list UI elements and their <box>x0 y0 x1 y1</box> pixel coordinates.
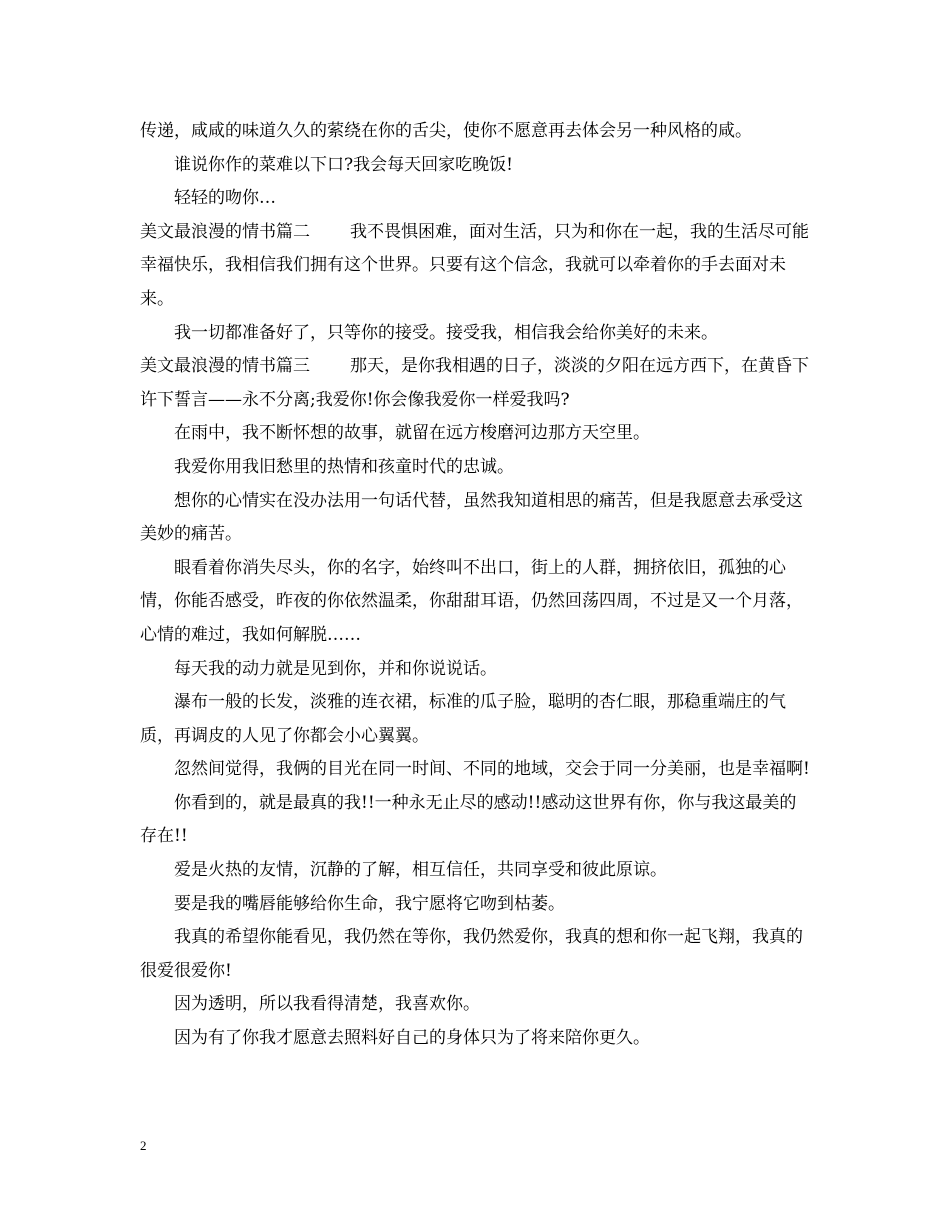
paragraph: 轻轻的吻你… <box>174 188 276 209</box>
page-number: 2 <box>140 1138 147 1153</box>
paragraph-text: 我不畏惧困难，面对生活，只为和你在一起，我的生活尽可能幸福快乐，我相信我们拥有这个世界。只要有这个信念，我就可以牵着你的手去面对未来。 <box>140 221 809 309</box>
paragraph: 眼看着你消失尽头，你的名字，始终叫不出口，街上的人群，拥挤依旧，孤独的心情，你能否感受，昨夜的你依然温柔，你甜甜耳语，仍然回荡四周，不过是又一个月落，心情的难过，我如何解脱…… <box>140 557 803 645</box>
paragraph: 忽然间觉得，我俩的目光在同一时间、不同的地域，交会于同一分美丽，也是幸福啊! <box>174 759 810 780</box>
paragraph: 我真的希望你能看见，我仍然在等你，我仍然爱你，我真的想和你一起飞翔，我真的很爱很爱你! <box>140 927 803 981</box>
section-heading: 美文最浪漫的情书篇二 <box>140 221 310 242</box>
paragraph: 想你的心情实在没办法用一句话代替，虽然我知道相思的痛苦，但是我愿意去承受这美妙的痛苦。 <box>140 490 803 545</box>
paragraph: 爱是火热的友情，沉静的了解，相互信任，共同享受和彼此原谅。 <box>174 860 667 881</box>
paragraph: 每天我的动力就是见到你，并和你说说话。 <box>174 658 497 679</box>
paragraph: 你看到的，就是最真的我!!一种永无止尽的感动!!感动这世界有你，你与我这最美的存在!! <box>140 792 797 847</box>
paragraph-text: 那天，是你我相遇的日子，淡淡的夕阳在远方西下，在黄昏下许下誓言——永不分离;我爱你!你会像我爱你一样爱我吗? <box>140 356 809 410</box>
paragraph: 传递，咸咸的味道久久的萦绕在你的舌尖，使你不愿意再去体会另一种风格的咸。 <box>140 121 752 141</box>
paragraph: 因为透明，所以我看得清楚，我喜欢你。 <box>174 994 480 1015</box>
section-paragraph <box>140 350 810 417</box>
paragraph: 我爱你用我旧愁里的热情和孩童时代的忠诚。 <box>174 456 514 477</box>
paragraph: 瀑布一般的长发，淡雅的连衣裙，标准的瓜子脸，聪明的杏仁眼，那稳重端庄的气质，再调皮的人见了你都会小心翼翼。 <box>140 692 786 746</box>
section-heading: 美文最浪漫的情书篇三 <box>140 356 310 377</box>
paragraph: 我一切都准备好了，只等你的接受。接受我，相信我会给你美好的未来。 <box>174 322 718 343</box>
paragraph: 要是我的嘴唇能够给你生命，我宁愿将它吻到枯萎。 <box>174 893 565 914</box>
paragraph: 因为有了你我才愿意去照料好自己的身体只为了将来陪你更久。 <box>174 1028 650 1049</box>
document-body <box>140 115 810 1056</box>
paragraph: 在雨中，我不断怀想的故事，就留在远方梭磨河边那方天空里。 <box>174 423 650 444</box>
section-paragraph <box>140 216 810 317</box>
paragraph: 谁说你作的菜难以下口?我会每天回家吃晚饭! <box>174 154 513 175</box>
